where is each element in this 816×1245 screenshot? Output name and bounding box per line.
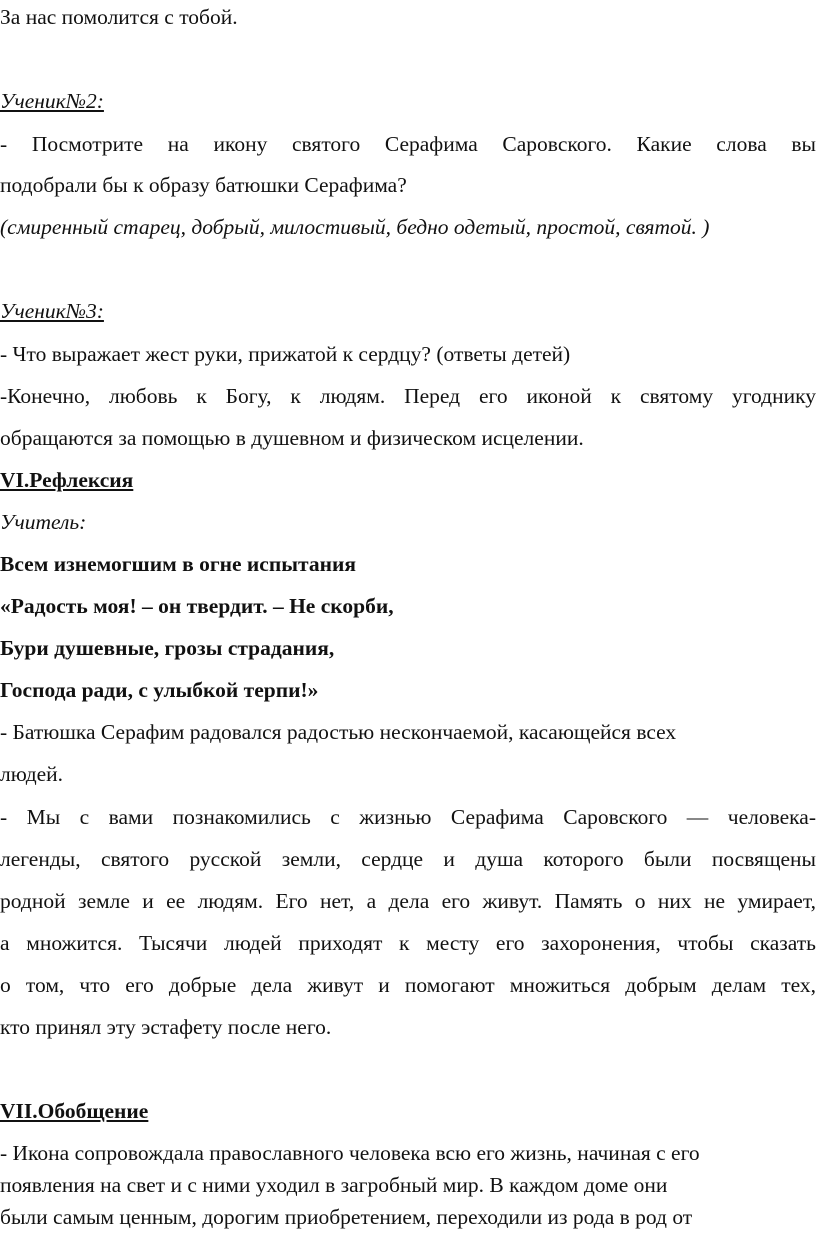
text-line: кто принял эту эстафету после него.: [0, 1015, 332, 1039]
text-line: - Икона сопровождала православного человека всю его жизнь, начиная с его: [0, 1141, 700, 1165]
text-line: - Батюшка Серафим радовался радостью нескончаемой, касающейся всех: [0, 720, 677, 744]
text-line: легенды, святого русской земли, сердце и душа которого были посвящены: [0, 847, 816, 871]
poem-line: Всем изнемогшим в огне испытания: [0, 552, 356, 576]
poem-line: Господа ради, с улыбкой терпи!»: [0, 678, 319, 702]
text-line: - Мы с вами познакомились с жизнью Серафима Саровского — человека-: [0, 805, 816, 829]
teacher-label: Учитель:: [0, 510, 87, 534]
text-line: родной земле и ее людям. Его нет, а дела его живут. Память о них не умирает,: [0, 889, 816, 913]
text-line: людей.: [0, 762, 64, 786]
text-line: - Посмотрите на икону святого Серафима Саровского. Какие слова вы: [0, 132, 816, 156]
section-heading-summary: VII.Обобщение: [0, 1099, 149, 1123]
text-line: -Конечно, любовь к Богу, к людям. Перед его иконой к святому угоднику: [0, 384, 816, 408]
text-line: были самым ценным, дорогим приобретением, переходили из рода в род от: [0, 1205, 693, 1229]
text-line: а множится. Тысячи людей приходят к месту его захоронения, чтобы сказать: [0, 931, 816, 955]
text-line: появления на свет и с ними уходил в загробный мир. В каждом доме они: [0, 1173, 668, 1197]
student-3-label: Ученик№3:: [0, 299, 104, 323]
text-line: - Что выражает жест руки, прижатой к сердцу? (ответы детей): [0, 342, 571, 366]
text-line: обращаются за помощью в душевном и физическом исцелении.: [0, 426, 584, 450]
text-line: подобрали бы к образу батюшки Серафима?: [0, 173, 407, 197]
poem-line: Бури душевные, грозы страдания,: [0, 636, 335, 660]
answer-italic-line: (смиренный старец, добрый, милостивый, бедно одетый, простой, святой. ): [0, 215, 710, 239]
student-2-label: Ученик№2:: [0, 89, 104, 113]
text-line: о том, что его добрые дела живут и помогают множиться добрым делам тех,: [0, 973, 816, 997]
section-heading-reflection: VI.Рефлексия: [0, 468, 134, 492]
poem-line: «Радость моя! – он твердит. – Не скорби,: [0, 594, 394, 618]
text-line: За нас помолится с тобой.: [0, 5, 238, 29]
